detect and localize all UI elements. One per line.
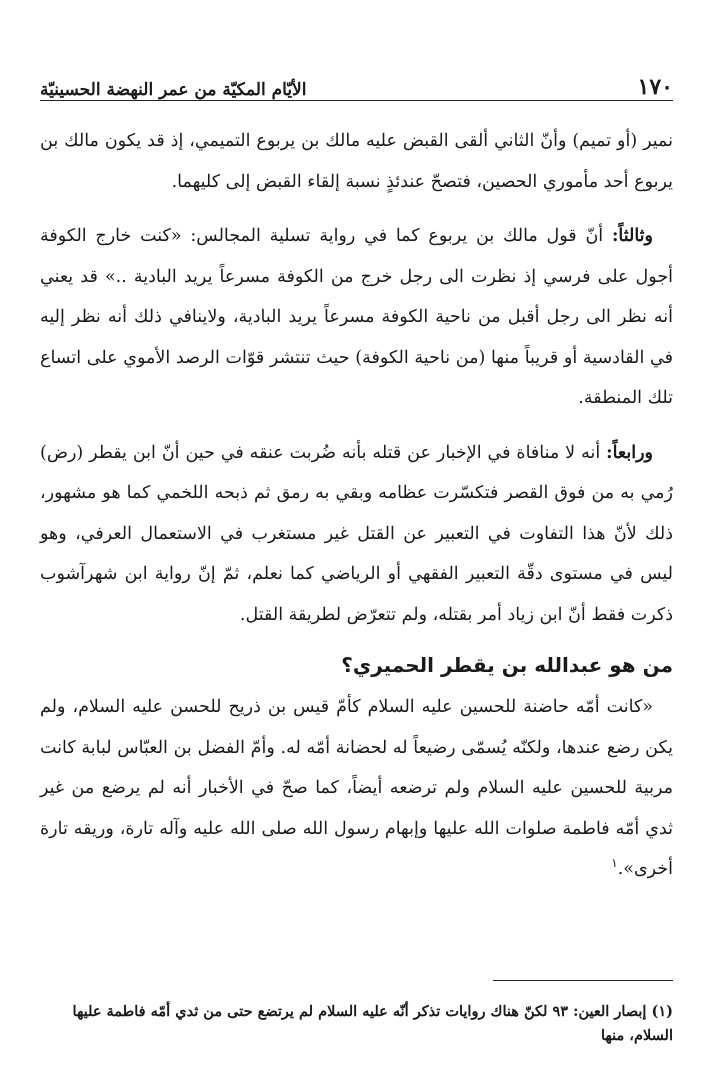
paragraph-2 xyxy=(40,216,673,419)
footnote: (١) إبصار العين: ٩٣ لكنّ هناك روايات تذكر أنّه عليه السلام لم يرتضع حتى من ثدي أمّه فاطمة عليها السلام، منها xyxy=(72,1003,673,1044)
page xyxy=(40,60,673,890)
paragraph-1 xyxy=(40,121,673,202)
running-header xyxy=(40,60,673,101)
paragraph-3-lead: ورابعاً: xyxy=(606,442,653,463)
book-title: الأيّام المكيّة من عمر النهضة الحسينيّة xyxy=(40,80,307,100)
paragraph-3-text: أنه لا منافاة في الإخبار عن قتله بأنه ضُربت عنقه في حين أنّ ابن يقطر (رض) رُمي به من فوق القصر فتكسّرت عظامه وبقي به رمق ثم ذبحه اللخمي كما هو مشهور، ذلك لأنّ هذا التفاوت في التعبير عن القتل غير مستغرب في الاستعمال العرفي، وهو ليس في مستوى دقّة التعبير الفقهي أو الرياضي كما نعلم، ثمّ إنّ رواية ابن شهرآشوب ذكرت فقط أنّ ابن زياد أمر بقتله، ولم تتعرّض لطريقة القتل. xyxy=(40,442,673,625)
page-number: ١٧٠ xyxy=(637,74,673,100)
paragraph-4-text: «كانت أمّه حاضنة للحسين عليه السلام كأمّ قيس بن ذريح للحسن عليه السلام، ولم يكن رضع عندها، ولكنّه يُسمّى رضيعاً له لحضانة أمّه له. وأمّ الفضل بن العبّاس لبابة كانت مربية للحسين عليه السلام ولم ترضعه أيضاً، كما صحّ في الأخبار أنه لم يرضع من غير ثدي أمّه فاطمة صلوات الله عليها وإبهام رسول الله صلى الله عليه وآله تارة، وريقه تارة أخرى». xyxy=(40,697,673,879)
paragraph-4 xyxy=(40,687,673,890)
footnote-reference[interactable]: ١ xyxy=(611,856,618,871)
body-text xyxy=(40,121,673,890)
section-heading: من هو عبدالله بن يقطر الحميري؟ xyxy=(341,653,673,677)
paragraph-3 xyxy=(40,433,673,636)
footnote-divider xyxy=(493,980,673,981)
paragraph-2-lead: وثالثاً: xyxy=(611,226,653,246)
paragraph-2-text: أنّ قول مالك بن يربوع كما في رواية تسلية المجالس: «كنت خارج الكوفة أجول على فرسي إذ نظرت الى رجل خرج من الكوفة مسرعاً يريد البادية ..» قد يعني أنه نظر الى رجل أقبل من ناحية الكوفة مسرعاً يريد البادية، ولاينافي ذلك أنه نظر إليه في القادسية أو قريباً منها (من ناحية الكوفة) حيث تنتشر قوّات الرصد الأموي على اتساع تلك المنطقة. xyxy=(40,226,673,408)
paragraph-1-text: نمير (أو تميم) وأنّ الثاني ألقى القبض عليه مالك بن يربوع التميمي، إذ قد يكون مالك بن يربوع أحد مأموري الحصين، فتصحّ عندئذٍ نسبة إلقاء القبض إلى كليهما. xyxy=(40,131,673,192)
